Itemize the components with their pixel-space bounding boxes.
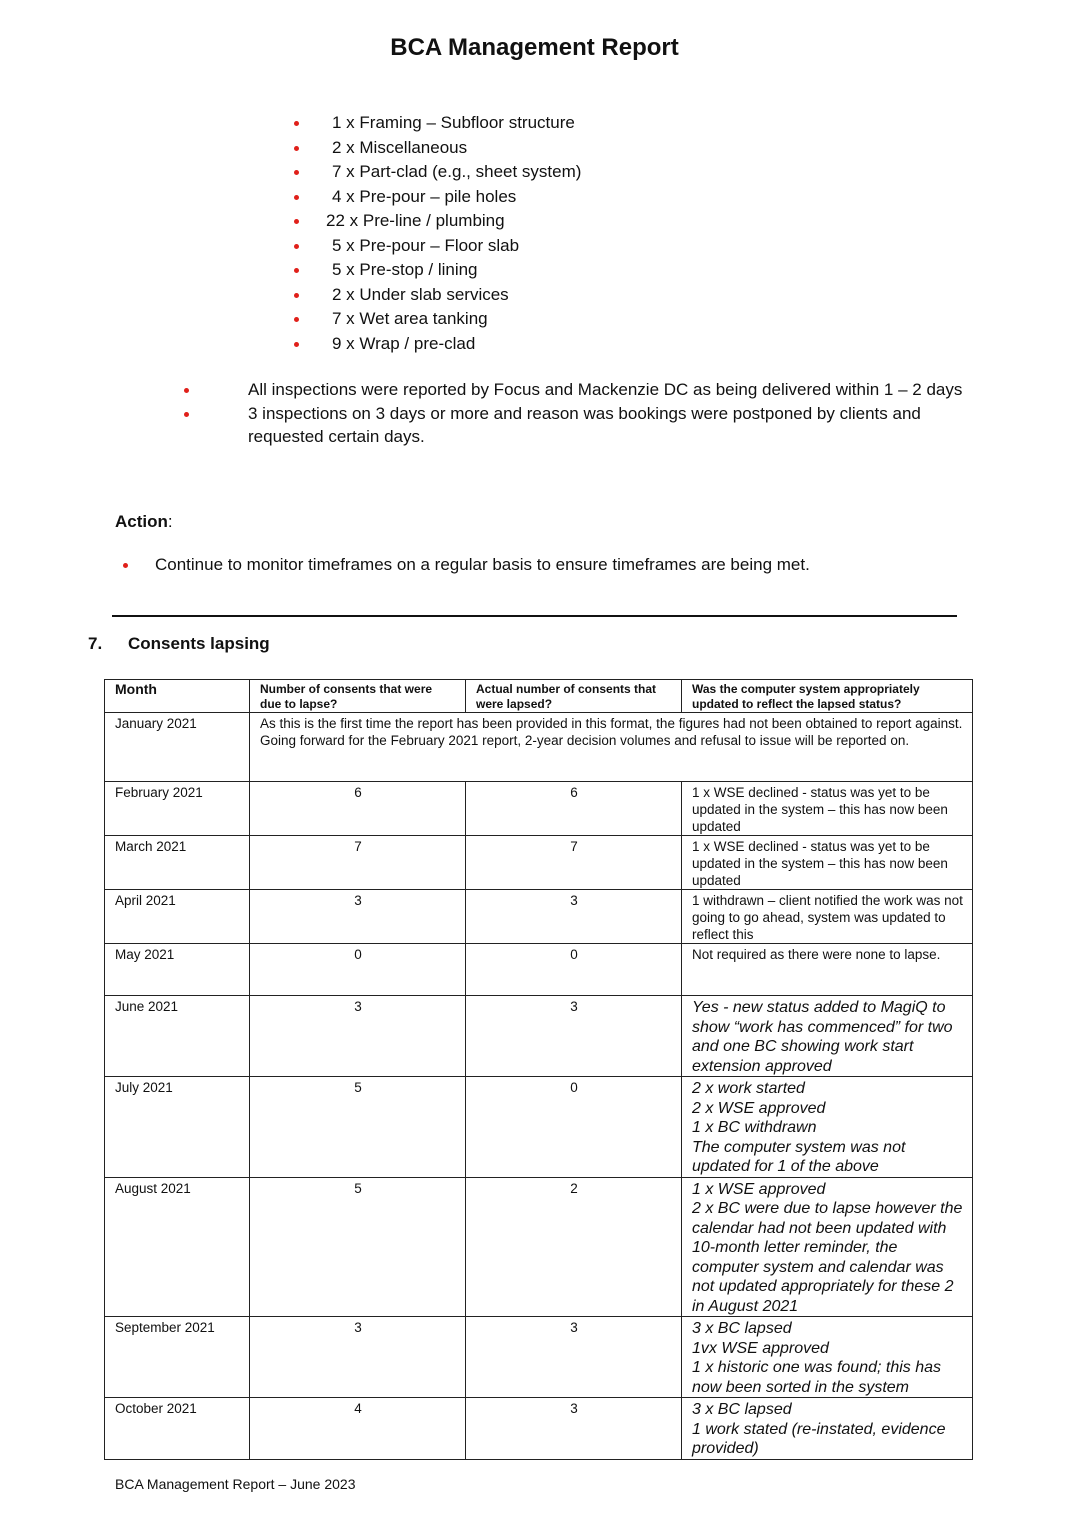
- note-item: 3 inspections on 3 days or more and reason was bookings were postponed by clients and requested certain days.: [180, 402, 970, 448]
- table-row: [105, 836, 973, 890]
- cell-month: August 2021: [105, 1177, 250, 1317]
- cell-due: 6: [250, 782, 466, 836]
- cell-due: 5: [250, 1177, 466, 1317]
- bullet-icon: [294, 170, 299, 175]
- table-row: [105, 1317, 973, 1398]
- cell-month: September 2021: [105, 1317, 250, 1398]
- cell-system: 1 x WSE approved 2 x BC were due to lapse however the calendar had not been updated with 10-month letter reminder, the computer system and calendar was not updated appropriately for these 2 in August 2021: [682, 1177, 973, 1317]
- note-item: All inspections were reported by Focus and Mackenzie DC as being delivered within 1 – 2 days: [180, 378, 970, 401]
- cell-month: February 2021: [105, 782, 250, 836]
- table-row: [105, 1177, 973, 1317]
- cell-actual: 0: [466, 1077, 682, 1178]
- cell-due: 0: [250, 944, 466, 996]
- cell-system: 1 x WSE declined - status was yet to be updated in the system – this has now been updated: [682, 836, 973, 890]
- cell-month: May 2021: [105, 944, 250, 996]
- bullet-icon: [184, 388, 189, 393]
- consents-lapsing-table: [104, 679, 973, 1460]
- cell-actual: 7: [466, 836, 682, 890]
- cell-system: 2 x work started 2 x WSE approved 1 x BC withdrawn The computer system was not updated for 1 of the above: [682, 1077, 973, 1178]
- cell-actual: 3: [466, 890, 682, 944]
- cell-actual: 6: [466, 782, 682, 836]
- cell-system: Not required as there were none to lapse.: [682, 944, 973, 996]
- cell-month: June 2021: [105, 996, 250, 1077]
- cell-system: 3 x BC lapsed 1vx WSE approved 1 x historic one was found; this has now been sorted in the system: [682, 1317, 973, 1398]
- cell-due: 5: [250, 1077, 466, 1178]
- cell-actual: 3: [466, 1398, 682, 1460]
- cell-due: 3: [250, 1317, 466, 1398]
- cell-due: 7: [250, 836, 466, 890]
- header-month: Month: [105, 680, 250, 713]
- page-footer: BCA Management Report – June 2023: [115, 1476, 356, 1492]
- header-due: Number of consents that were due to lapse?: [250, 680, 466, 713]
- table-header-row: [105, 680, 973, 713]
- page-title: BCA Management Report: [390, 34, 679, 61]
- section-heading: 7. Consents lapsing: [88, 634, 270, 653]
- table-row: [105, 944, 973, 996]
- cell-month: July 2021: [105, 1077, 250, 1178]
- cell-month: October 2021: [105, 1398, 250, 1460]
- table-row: [105, 713, 973, 782]
- cell-actual: 0: [466, 944, 682, 996]
- header-actual: Actual number of consents that were lapsed?: [466, 680, 682, 713]
- action-heading: Action:: [115, 512, 173, 531]
- cell-system: Yes - new status added to MagiQ to show “work has commenced” for two and one BC showing work start extension approved: [682, 996, 973, 1077]
- table-row: [105, 1077, 973, 1178]
- bullet-icon: [294, 293, 299, 298]
- cell-system: 1 x WSE declined - status was yet to be updated in the system – this has now been updated: [682, 782, 973, 836]
- cell-system: 3 x BC lapsed 1 work stated (re-instated, evidence provided): [682, 1398, 973, 1460]
- cell-actual: 2: [466, 1177, 682, 1317]
- table-row: [105, 1398, 973, 1460]
- cell-note: As this is the first time the report has been provided in this format, the figures had not been obtained to report against. Going forward for the February 2021 report, 2-year decision volumes and refusal to issue will be reported on.: [250, 713, 973, 782]
- cell-due: 3: [250, 996, 466, 1077]
- bullet-icon: [294, 342, 299, 347]
- bullet-icon: [294, 268, 299, 273]
- cell-system: 1 withdrawn – client notified the work was not going to go ahead, system was updated to reflect this: [682, 890, 973, 944]
- cell-month: January 2021: [105, 713, 250, 782]
- action-item: Continue to monitor timeframes on a regular basis to ensure timeframes are being met.: [115, 553, 810, 576]
- table-row: [105, 890, 973, 944]
- bullet-icon: [123, 563, 128, 568]
- bullet-icon: [294, 195, 299, 200]
- bullet-icon: [294, 146, 299, 151]
- cell-due: 4: [250, 1398, 466, 1460]
- cell-month: March 2021: [105, 836, 250, 890]
- cell-month: April 2021: [105, 890, 250, 944]
- cell-actual: 3: [466, 996, 682, 1077]
- table-row: [105, 782, 973, 836]
- header-system: Was the computer system appropriately updated to reflect the lapsed status?: [682, 680, 973, 713]
- bullet-icon: [184, 412, 189, 417]
- bullet-icon: [294, 317, 299, 322]
- bullet-icon: [294, 121, 299, 126]
- bullet-icon: [294, 219, 299, 224]
- bullet-icon: [294, 244, 299, 249]
- table-row: [105, 996, 973, 1077]
- cell-due: 3: [250, 890, 466, 944]
- cell-actual: 3: [466, 1317, 682, 1398]
- inspection-notes: [180, 378, 970, 449]
- divider: [112, 615, 957, 617]
